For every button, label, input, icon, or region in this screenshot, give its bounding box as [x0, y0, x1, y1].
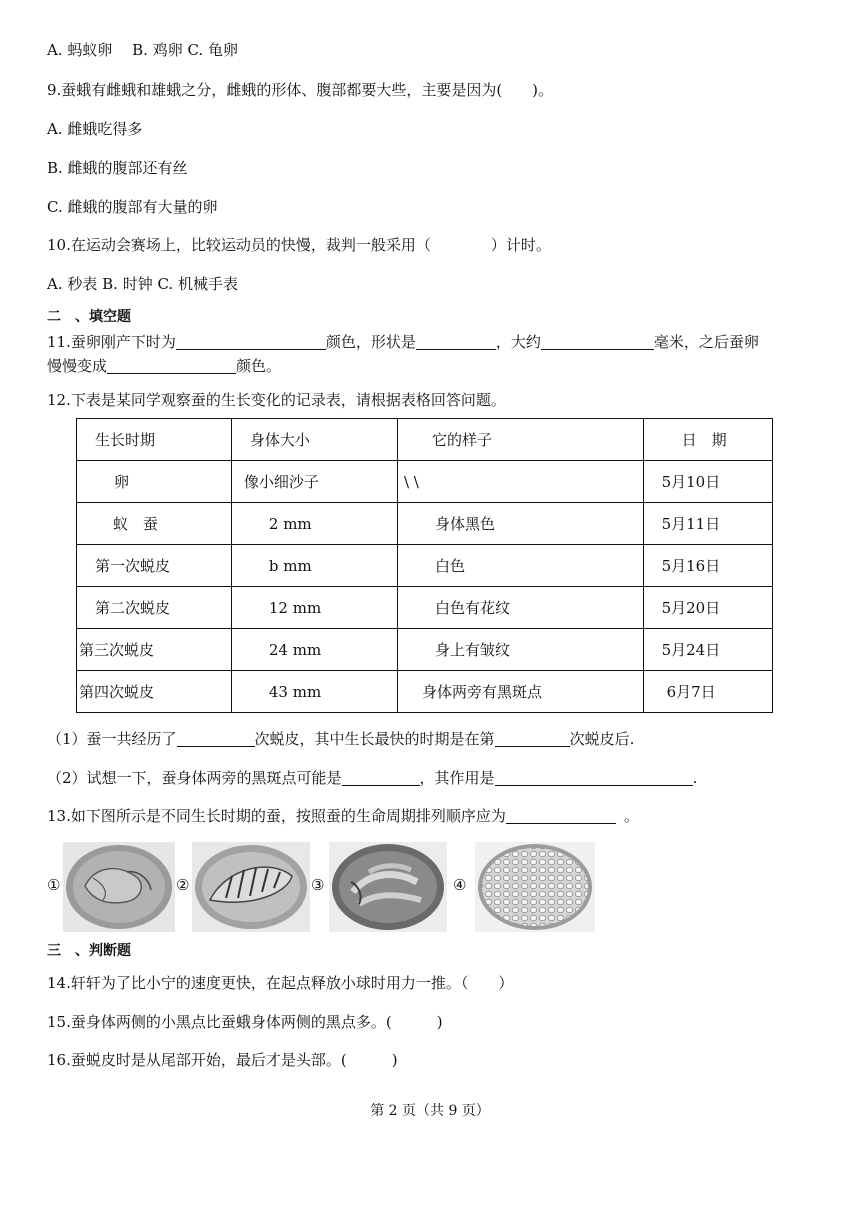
table-header-row — [77, 419, 773, 461]
q10-stem: 10.在运动会赛场上，比较运动员的快慢，裁判一般采用（ ）计时。 — [47, 236, 551, 254]
table-row — [77, 629, 773, 671]
table-row — [77, 671, 773, 713]
table-cell: b mm — [231, 545, 397, 587]
image-label: ③ — [311, 876, 325, 894]
silkworm-larva-image — [192, 842, 310, 932]
table-cell: 5月24日 — [643, 629, 772, 671]
q9-option-c: C. 雌蛾的腹部有大量的卵 — [47, 198, 218, 216]
q12-text: （1）蚕一共经历了 — [47, 730, 177, 748]
silkworm-eggs-image — [475, 842, 595, 932]
q9-option-a: A. 雌蛾吃得多 — [47, 120, 143, 138]
answer-blank[interactable] — [495, 769, 693, 786]
q11-line1 — [47, 332, 759, 352]
answer-blank[interactable] — [107, 357, 236, 374]
q12-text: 次蜕皮，其中生长最快的时期是在第 — [254, 730, 495, 748]
q9-stem: 9.蚕蛾有雌蛾和雄蛾之分，雌蛾的形体、腹部都要大些，主要是因为( )。 — [47, 81, 554, 99]
q13-stem-line — [47, 806, 639, 826]
table-cell: 身体黑色 — [397, 503, 643, 545]
image-label: ④ — [453, 876, 467, 894]
q11-text: 毫米，之后蚕卵 — [653, 333, 759, 351]
answer-blank[interactable] — [177, 730, 255, 747]
q12-sub2 — [47, 768, 697, 788]
table-cell: 像小细沙子 — [231, 461, 397, 503]
q12-text: （2）试想一下，蚕身体两旁的黑斑点可能是 — [47, 769, 342, 787]
table-cell: \ \ — [397, 461, 643, 503]
q8-options: A. 蚂蚁卵 B. 鸡卵 C. 龟卵 — [47, 41, 238, 59]
table-cell: 身上有皱纹 — [397, 629, 643, 671]
table-cell: 5月11日 — [643, 503, 772, 545]
q11-text: 11.蚕卵刚产下时为 — [47, 333, 176, 351]
answer-blank[interactable] — [506, 807, 616, 824]
q11-text: ，大约 — [495, 333, 541, 351]
header-cell: 身体大小 — [231, 419, 397, 461]
page-footer: 第 2 页（共 9 页） — [370, 1103, 490, 1119]
silkworm-growth-table — [76, 418, 773, 713]
table-cell: 蚁 蚕 — [77, 503, 232, 545]
table-cell: 卵 — [77, 461, 232, 503]
answer-blank[interactable] — [416, 333, 496, 350]
table-cell: 第三次蜕皮 — [77, 629, 232, 671]
header-cell: 生长时期 — [77, 419, 232, 461]
q10-options: A. 秒表 B. 时钟 C. 机械手表 — [47, 275, 238, 293]
q14-text: 14.轩轩为了比小宁的速度更快，在起点释放小球时用力一推。（ ） — [47, 974, 514, 992]
silkworm-pupa-image — [63, 842, 175, 932]
table-cell: 43 mm — [231, 671, 397, 713]
table-cell: 第一次蜕皮 — [77, 545, 232, 587]
header-cell: 日 期 — [643, 419, 772, 461]
table-row — [77, 503, 773, 545]
q12-text: 次蜕皮后. — [569, 730, 635, 748]
table-cell: 5月20日 — [643, 587, 772, 629]
answer-blank[interactable] — [176, 333, 326, 350]
q13-text: 。 — [623, 807, 639, 825]
table-cell: 第四次蜕皮 — [77, 671, 232, 713]
table-cell: 5月10日 — [643, 461, 772, 503]
q15-text: 15.蚕身体两侧的小黑点比蚕蛾身体两侧的黑点多。( ) — [47, 1013, 443, 1031]
table-cell: 24 mm — [231, 629, 397, 671]
q12-stem: 12.下表是某同学观察蚕的生长变化的记录表，请根据表格回答问题。 — [47, 391, 506, 409]
table-cell: 2 mm — [231, 503, 397, 545]
q9-option-b: B. 雌蛾的腹部还有丝 — [47, 159, 188, 177]
table-cell: 白色有花纹 — [397, 587, 643, 629]
table-cell: 6月7日 — [643, 671, 772, 713]
q11-text: 颜色。 — [236, 357, 282, 375]
answer-blank[interactable] — [342, 769, 420, 786]
table-row — [77, 545, 773, 587]
q11-text: 颜色，形状是 — [325, 333, 416, 351]
q16-text: 16.蚕蜕皮时是从尾部开始，最后才是头部。( ) — [47, 1051, 398, 1069]
image-label: ① — [47, 876, 61, 894]
table-cell: 5月16日 — [643, 545, 772, 587]
q12-text: ，其作用是 — [419, 769, 495, 787]
q12-text: . — [692, 769, 698, 787]
section-true-false-title: 三 、判断题 — [47, 943, 131, 959]
answer-blank[interactable] — [495, 730, 570, 747]
q11-line2 — [47, 356, 281, 376]
header-cell: 它的样子 — [397, 419, 643, 461]
q12-sub1 — [47, 729, 634, 749]
section-fill-in-title: 二 、填空题 — [47, 309, 131, 325]
table-cell: 12 mm — [231, 587, 397, 629]
image-label: ② — [176, 876, 190, 894]
q13-text: 13.如下图所示是不同生长时期的蚕，按照蚕的生命周期排列顺序应为 — [47, 807, 506, 825]
table-cell: 身体两旁有黑斑点 — [397, 671, 643, 713]
table-cell: 白色 — [397, 545, 643, 587]
silkworm-moths-image — [329, 842, 447, 932]
answer-blank[interactable] — [541, 333, 654, 350]
table-row — [77, 461, 773, 503]
q11-text: 慢慢变成 — [47, 357, 108, 375]
table-row — [77, 587, 773, 629]
table-cell: 第二次蜕皮 — [77, 587, 232, 629]
